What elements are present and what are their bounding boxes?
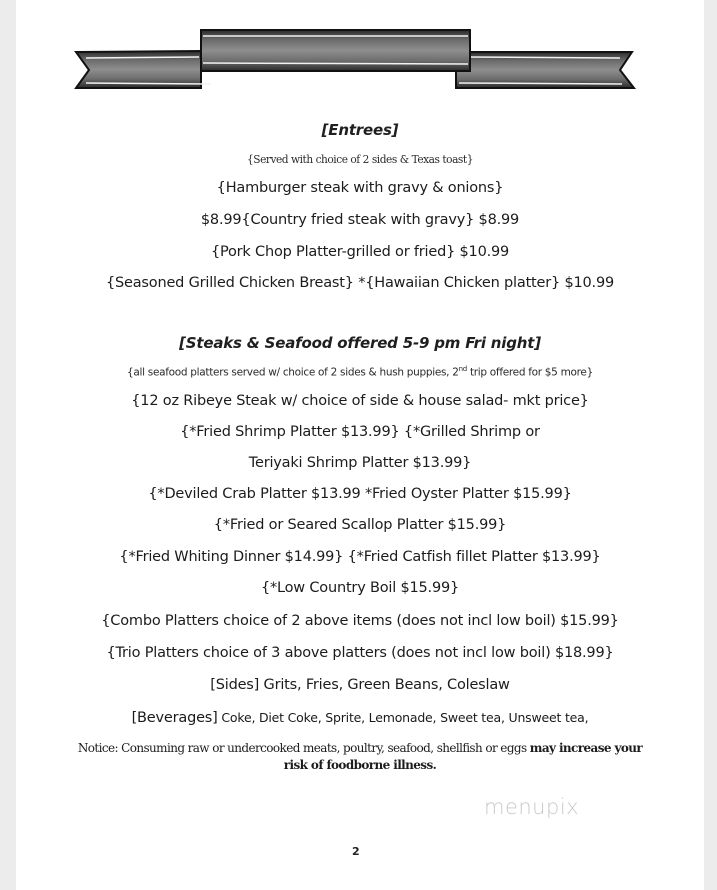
menu-item: {*Fried Whiting Dinner $14.99} {*Fried Catfish fillet Platter $13.99} <box>119 549 601 565</box>
ribbon-banner-icon <box>16 0 704 110</box>
entrees-heading: [Entrees] <box>321 121 399 139</box>
menu-item: Teriyaki Shrimp Platter $13.99} <box>248 455 472 471</box>
beverages-label: [Beverages] <box>131 710 218 726</box>
page-number: 2 <box>352 845 360 858</box>
menupix-watermark: menupix <box>484 795 580 819</box>
menu-item: {12 oz Ribeye Steak w/ choice of side & house salad- mkt price} <box>131 393 589 409</box>
seafood-note-superscript: nd <box>458 365 467 373</box>
food-safety-notice <box>16 740 704 757</box>
notice-bold-text-end: risk of foodborne illness. <box>283 758 437 772</box>
menu-item: {*Deviled Crab Platter $13.99 *Fried Oyster Platter $15.99} <box>148 486 572 502</box>
sides-line <box>16 677 704 693</box>
menu-item: {*Fried or Seared Scallop Platter $15.99} <box>213 517 507 533</box>
seafood-note-text: {all seafood platters served w/ choice of 2 sides & hush puppies, 2 <box>127 366 459 379</box>
sides-list: Grits, Fries, Green Beans, Coleslaw <box>259 677 510 693</box>
menu-item: {Pork Chop Platter-grilled or fried} $10.99 <box>210 244 510 260</box>
menu-item: {Trio Platters choice of 3 above platters (does not incl low boil) $18.99} <box>106 645 614 661</box>
menu-page <box>16 0 704 890</box>
steaks-seafood-heading: [Steaks & Seafood offered 5-9 pm Fri night] <box>179 334 541 352</box>
menu-item: {Combo Platters choice of 2 above items (does not incl low boil) $15.99} <box>101 613 619 629</box>
food-safety-notice-continued <box>16 757 704 774</box>
menu-item: {Seasoned Grilled Chicken Breast} *{Hawaiian Chicken platter} $10.99 <box>106 275 614 291</box>
menu-item: {Hamburger steak with gravy & onions} <box>216 180 504 196</box>
notice-bold-text: may increase your <box>529 741 643 755</box>
beverages-line <box>16 710 704 726</box>
seafood-note-text-end: trip offered for $5 more} <box>466 366 593 379</box>
notice-text: Notice: Consuming raw or undercooked meats, poultry, seafood, shellfish or eggs <box>77 741 530 755</box>
beverages-list: Coke, Diet Coke, Sprite, Lemonade, Sweet tea, Unsweet tea, <box>217 710 589 725</box>
entrees-subtitle: {Served with choice of 2 sides & Texas toast} <box>247 152 473 166</box>
sides-label: [Sides] <box>210 677 260 693</box>
menu-item: {*Fried Shrimp Platter $13.99} {*Grilled Shrimp or <box>180 424 540 440</box>
menu-item: {*Low Country Boil $15.99} <box>260 580 460 596</box>
seafood-note <box>16 365 704 379</box>
menu-item: $8.99{Country fried steak with gravy} $8.99 <box>200 212 520 228</box>
